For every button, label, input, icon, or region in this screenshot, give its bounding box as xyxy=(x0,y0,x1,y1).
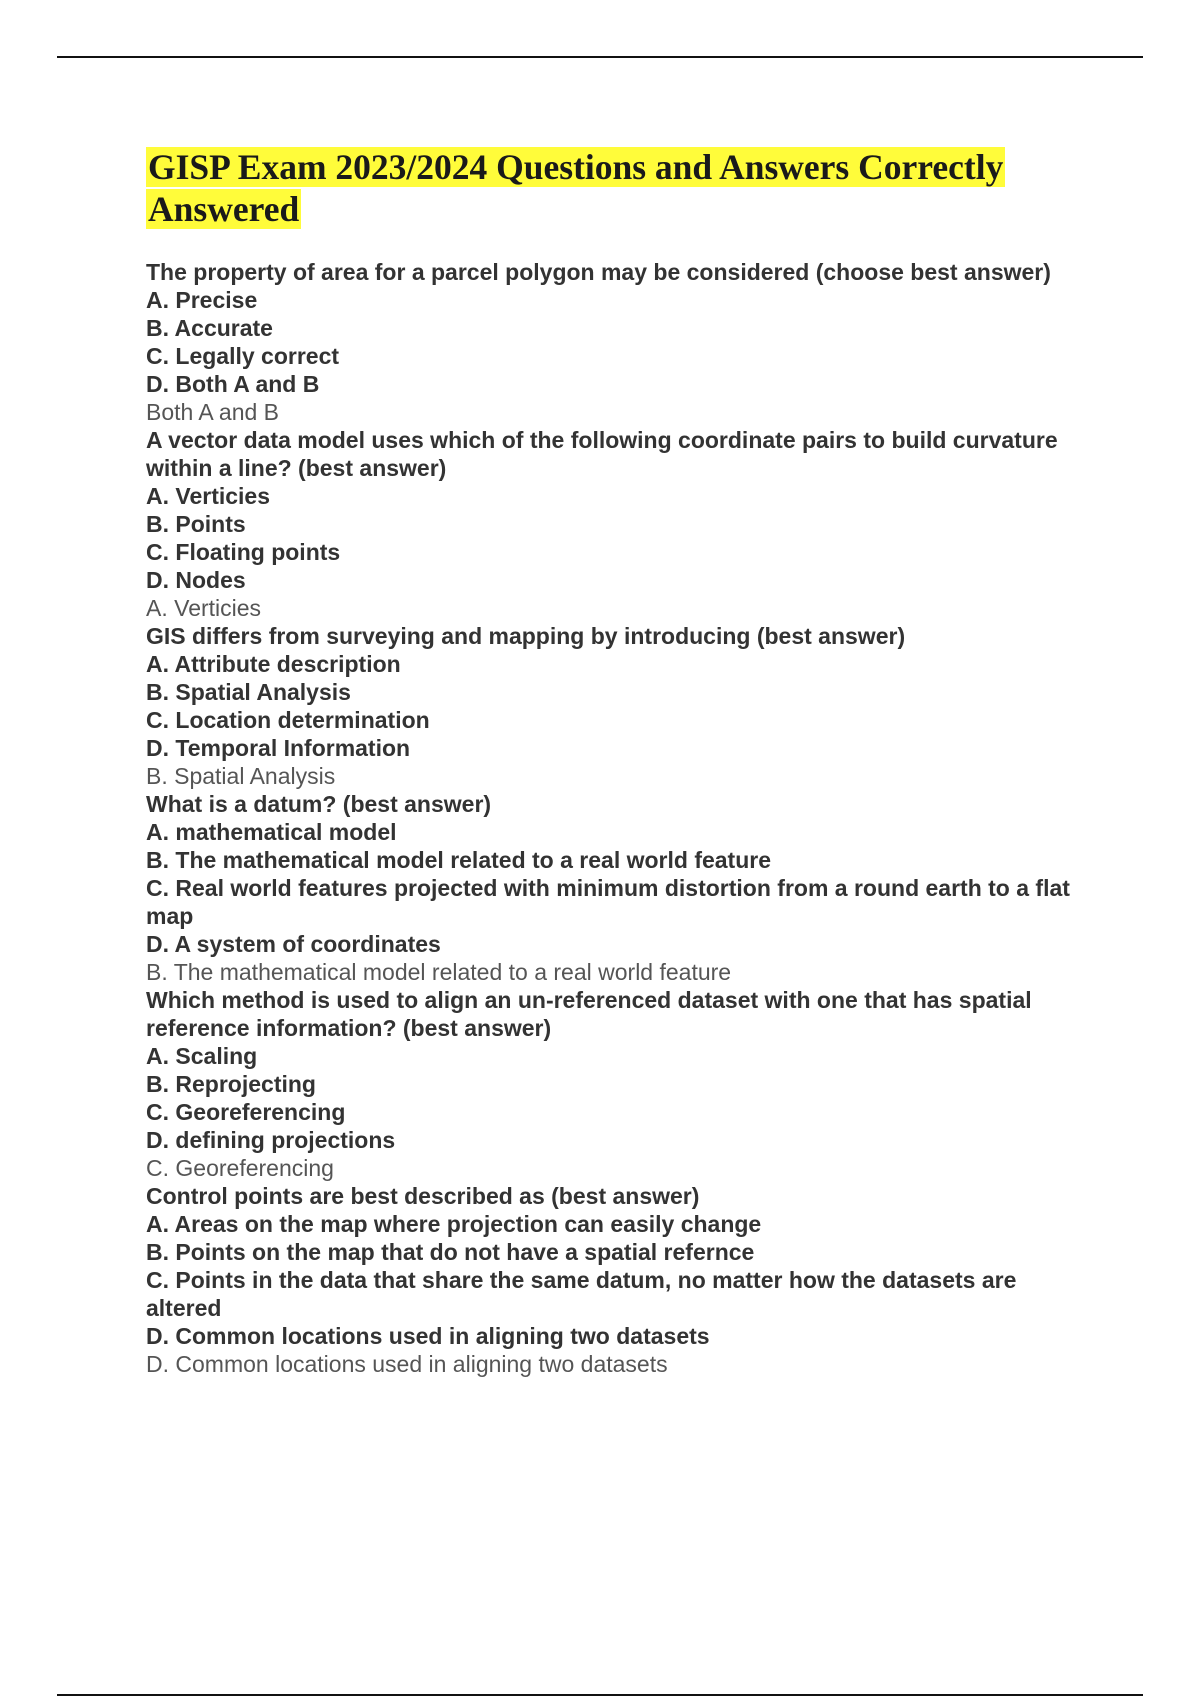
answer-option: A. Areas on the map where projection can easily change xyxy=(146,1211,762,1237)
answer-option: C. Real world features projected with minimum distortion from a round earth to a flat map xyxy=(146,875,1070,929)
question-block xyxy=(146,258,1086,426)
question-block xyxy=(146,622,1086,790)
correct-answer: D. Common locations used in aligning two datasets xyxy=(146,1351,668,1377)
question-text: The property of area for a parcel polygon may be considered (choose best answer) xyxy=(146,259,1051,285)
bottom-rule xyxy=(57,1694,1143,1696)
answer-option: A. mathematical model xyxy=(146,819,397,845)
answer-option: B. Points on the map that do not have a spatial refernce xyxy=(146,1239,755,1265)
answer-option: D. Nodes xyxy=(146,567,246,593)
question-list xyxy=(146,258,1086,1378)
answer-option: A. Precise xyxy=(146,287,258,313)
answer-option: D. A system of coordinates xyxy=(146,931,441,957)
answer-option: A. Verticies xyxy=(146,483,271,509)
correct-answer: C. Georeferencing xyxy=(146,1155,334,1181)
answer-option: A. Scaling xyxy=(146,1043,258,1069)
answer-option: C. Points in the data that share the same datum, no matter how the datasets are altered xyxy=(146,1267,1017,1321)
correct-answer: B. Spatial Analysis xyxy=(146,763,336,789)
question-text: A vector data model uses which of the following coordinate pairs to build curvature within a line? (best answer) xyxy=(146,427,1058,481)
answer-option: C. Floating points xyxy=(146,539,341,565)
answer-option: B. Points xyxy=(146,511,246,537)
answer-option: D. defining projections xyxy=(146,1127,396,1153)
document-title xyxy=(146,146,1086,230)
question-block xyxy=(146,986,1086,1182)
answer-option: C. Georeferencing xyxy=(146,1099,346,1125)
answer-option: B. The mathematical model related to a real world feature xyxy=(146,847,772,873)
answer-option: B. Accurate xyxy=(146,315,273,341)
answer-option: A. Attribute description xyxy=(146,651,401,677)
answer-option: C. Location determination xyxy=(146,707,430,733)
answer-option: D. Common locations used in aligning two datasets xyxy=(146,1323,710,1349)
answer-option: B. Spatial Analysis xyxy=(146,679,351,705)
answer-option: B. Reprojecting xyxy=(146,1071,316,1097)
title-highlight: GISP Exam 2023/2024 Questions and Answers Correctly Answered xyxy=(148,147,1004,229)
question-block xyxy=(146,1182,1086,1378)
answer-option: D. Both A and B xyxy=(146,371,320,397)
correct-answer: Both A and B xyxy=(146,399,280,425)
correct-answer: A. Verticies xyxy=(146,595,262,621)
question-block xyxy=(146,790,1086,986)
answer-option: C. Legally correct xyxy=(146,343,340,369)
question-block xyxy=(146,426,1086,622)
document-body xyxy=(146,146,1086,1378)
question-text: Which method is used to align an un-referenced dataset with one that has spatial reference information? (best answer) xyxy=(146,987,1032,1041)
answer-option: D. Temporal Information xyxy=(146,735,411,761)
question-text: GIS differs from surveying and mapping by introducing (best answer) xyxy=(146,623,906,649)
correct-answer: B. The mathematical model related to a real world feature xyxy=(146,959,732,985)
question-text: What is a datum? (best answer) xyxy=(146,791,492,817)
top-rule xyxy=(57,56,1143,58)
question-text: Control points are best described as (best answer) xyxy=(146,1183,700,1209)
